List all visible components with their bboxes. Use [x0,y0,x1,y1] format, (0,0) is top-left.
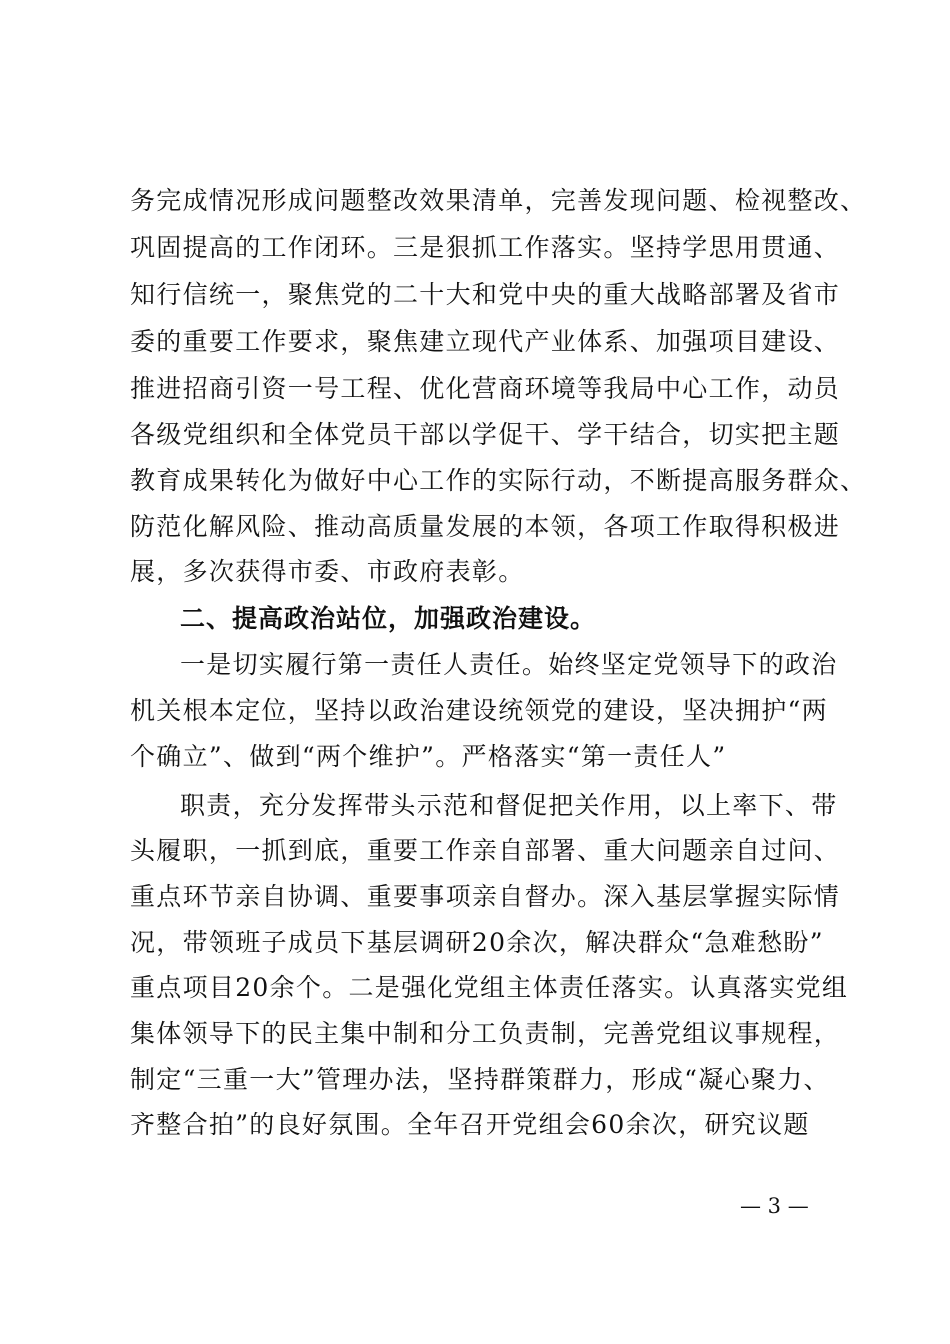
text-line: 集体领导下的民主集中制和分工负责制，完善党组议事规程， [130,1019,841,1048]
text-line: 推进招商引资一号工程、优化营商环境等我局中心工作，动员 [130,374,841,403]
text-line: 制定“三重一大”管理办法，坚持群策群力，形成“凝心聚力、 [130,1065,830,1094]
text-line: 各级党组织和全体党员干部以学促干、学干结合，切实把主题 [130,420,841,449]
page-number: — 3 — [740,1194,809,1218]
text-line: 委的重要工作要求，聚焦建立现代产业体系、加强项目建设、 [130,327,841,356]
text-line: 职责，充分发挥带头示范和督促把关作用，以上率下、带 [180,791,838,820]
text-line: 一是切实履行第一责任人责任。始终坚定党领导下的政治 [180,650,838,679]
text-line: 巩固提高的工作闭环。三是狠抓工作落实。坚持学思用贯通、 [130,233,841,262]
text-line: 展，多次获得市委、市政府表彰。 [130,557,525,586]
text-line: 防范化解风险、推动高质量发展的本领，各项工作取得积极进 [130,512,841,541]
text-line: 务完成情况形成问题整改效果清单，完善发现问题、检视整改、 [130,186,867,215]
text-line: 个确立”、做到“两个维护”。严格落实“第一责任人” [130,742,727,771]
text-line: 机关根本定位，坚持以政治建设统领党的建设，坚决拥护“两 [130,696,828,725]
text-line: 头履职，一抓到底，重要工作亲自部署、重大问题亲自过问、 [130,836,841,865]
text-line: 教育成果转化为做好中心工作的实际行动，不断提高服务群众、 [130,466,867,495]
text-line: 况，带领班子成员下基层调研20余次，解决群众“急难愁盼” [130,928,824,957]
text-line: 重点项目20余个。二是强化党组主体责任落实。认真落实党组 [130,973,849,1002]
text-line: 重点环节亲自协调、重要事项亲自督办。深入基层掌握实际情 [130,882,841,911]
text-line: 齐整合拍”的良好氛围。全年召开党组会60余次，研究议题 [130,1110,810,1139]
text-line: 知行信统一，聚焦党的二十大和党中央的重大战略部署及省市 [130,280,841,309]
section-heading: 二、提高政治站位，加强政治建设。 [180,604,597,633]
